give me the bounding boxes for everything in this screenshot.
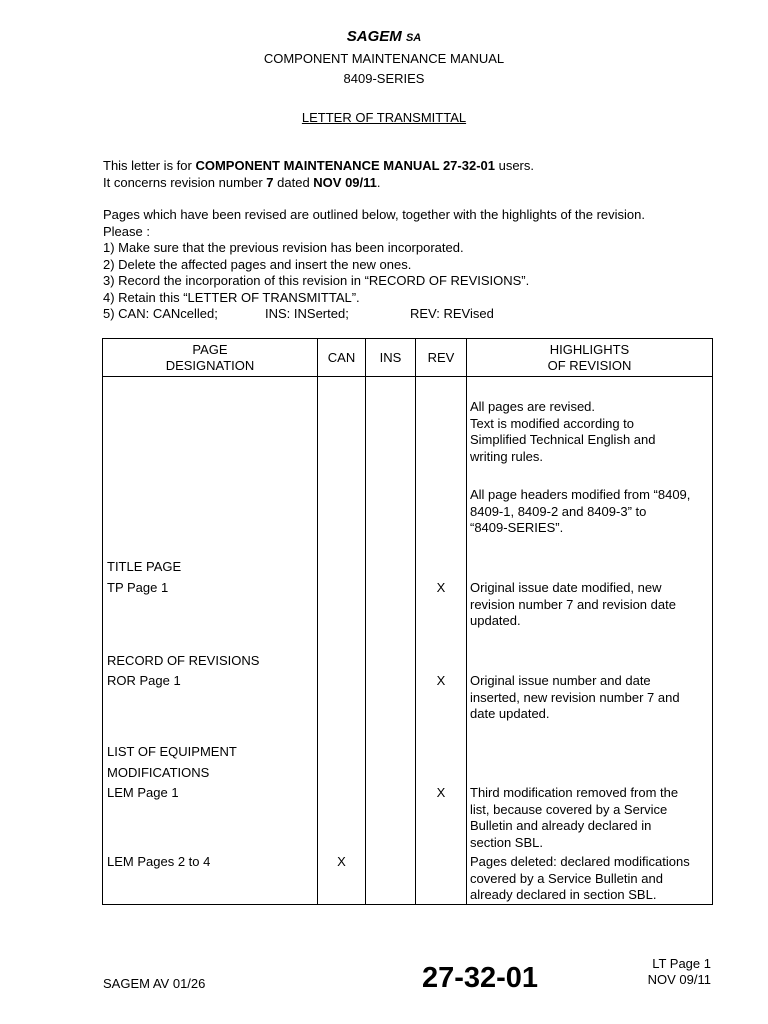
instruction-line: 1) Make sure that the previous revision has been incorporated. [103, 240, 464, 255]
header-page-designation [103, 339, 318, 377]
header-can: CAN [318, 339, 366, 377]
intro-text: This letter is for [103, 158, 196, 173]
can-column [318, 377, 366, 905]
intro-text: users. [494, 158, 534, 173]
brand-suffix: SA [405, 32, 422, 44]
legend-ins: INS: INSerted; [265, 306, 349, 321]
brand-name: SAGEM [346, 28, 402, 45]
instruction-line: Please : [103, 223, 150, 239]
highlight-title-page: Original issue date modified, new revision number 7 and revision date updated. [470, 580, 676, 628]
manual-reference: COMPONENT MAINTENANCE MANUAL 27-32-01 [195, 158, 495, 173]
can-mark: X [337, 854, 346, 869]
footer-page-info [600, 956, 711, 988]
page-lem-pages: LEM Pages 2 to 4 [107, 854, 211, 869]
intro-block [103, 158, 743, 191]
header-highlights [467, 339, 713, 377]
header-rev: REV [416, 339, 467, 377]
rev-mark: X [436, 785, 446, 800]
revision-date: NOV 09/11 [313, 174, 377, 190]
header-text: DESIGNATION [165, 357, 255, 373]
header-text: OF REVISION [547, 357, 632, 373]
legend-line [103, 306, 743, 323]
revision-table [102, 338, 713, 905]
footer-date: NOV 09/11 [647, 972, 711, 987]
highlights-column [467, 377, 713, 905]
header-text: PAGE [192, 341, 228, 357]
page-ror-page: ROR Page 1 [107, 673, 181, 688]
instruction-line: 4) Retain this “LETTER OF TRANSMITTAL”. [103, 289, 360, 305]
page-title-page: TITLE PAGE [107, 559, 182, 574]
revision-number: 7 [266, 174, 274, 190]
ins-column [366, 377, 416, 905]
page-designation-column [103, 377, 318, 905]
page-lem-page: LEM Page 1 [107, 785, 179, 800]
brand-logo [0, 28, 768, 45]
manual-title: COMPONENT MAINTENANCE MANUAL [263, 51, 505, 66]
intro-text: It concerns revision number [103, 174, 267, 190]
page-lem-title-1: LIST OF EQUIPMENT [107, 744, 237, 759]
highlight-ror: Original issue number and date inserted, new revision number 7 and date updated. [470, 673, 680, 721]
intro-text: dated [273, 174, 314, 190]
instruction-line: Pages which have been revised are outlined below, together with the highlights of the revision. [103, 207, 646, 222]
highlight-general-1: All pages are revised. Text is modified according to Simplified Technical English and writing rules. [470, 399, 656, 464]
table-row [103, 377, 713, 905]
intro-text: . [376, 174, 381, 190]
header-ins: INS [366, 339, 416, 377]
page-ror: RECORD OF REVISIONS [107, 653, 260, 668]
instruction-line: 2) Delete the affected pages and insert the new ones. [103, 256, 412, 272]
highlight-lem-page-1: Third modification removed from the list, because covered by a Service Bulletin and already declared in section SBL. [470, 785, 679, 850]
series-title: 8409-SERIES [343, 71, 425, 86]
rev-column [416, 377, 467, 905]
rev-mark: X [436, 673, 446, 688]
table-header-row [103, 339, 713, 377]
footer-page-number: LT Page 1 [652, 956, 711, 971]
letter-title-text: LETTER OF TRANSMITTAL [301, 110, 467, 125]
instruction-line: 3) Record the incorporation of this revision in “RECORD OF REVISIONS”. [103, 273, 530, 288]
rev-mark: X [436, 580, 446, 595]
page-tp-page: TP Page 1 [107, 580, 169, 595]
highlight-general-2: All page headers modified from “8409, 8409-1, 8409-2 and 8409-3” to “8409-SERIES”. [470, 487, 691, 535]
legend-rev: REV: REVised [410, 306, 494, 321]
legend-can: 5) CAN: CANcelled; [103, 306, 218, 321]
highlight-lem-pages-2-4: Pages deleted: declared modifications covered by a Service Bulletin and already declared in section SBL. [470, 854, 690, 902]
intro-line-1 [103, 158, 743, 175]
footer-chapter-code: 27-32-01 [421, 962, 539, 994]
intro-line-2 [103, 175, 743, 192]
footer-reference: SAGEM AV 01/26 [103, 976, 206, 991]
letter-title [0, 110, 768, 127]
page-lem-title-2: MODIFICATIONS [107, 765, 210, 780]
header-text: HIGHLIGHTS [549, 341, 630, 357]
instructions-block [103, 207, 743, 323]
